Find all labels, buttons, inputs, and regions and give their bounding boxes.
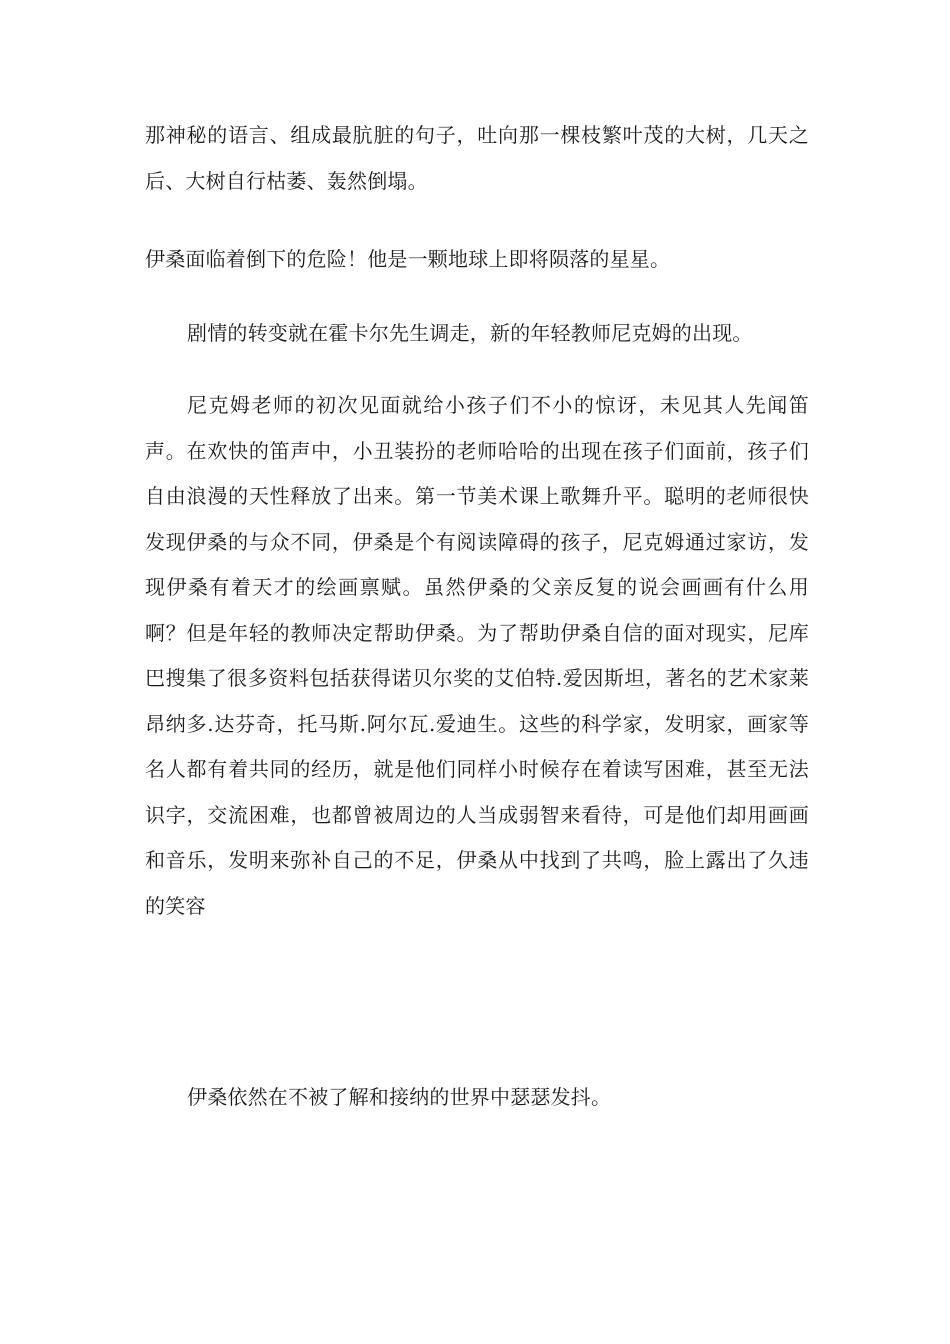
paragraph-4: 尼克姆老师的初次见面就给小孩子们不小的惊讶，未见其人先闻笛声。在欢快的笛声中，小丑装扮的老师哈哈的出现在孩子们面前，孩子们自由浪漫的天性释放了出来。第一节美术课上歌舞升平。聪明的老师很快发现伊桑的与众不同，伊桑是个有阅读障碍的孩子，尼克姆通过家访，发现伊桑有着天才的绘画禀赋。虽然伊桑的父亲反复的说会画画有什么用啊？但是年轻的教师决定帮助伊桑。为了帮助伊桑自信的面对现实，尼库巴搜集了很多资料包括获得诺贝尔奖的艾伯特.爱因斯坦，著名的艺术家莱昂纳多.达芬奇，托马斯.阿尔瓦.爱迪生。这些的科学家，发明家，画家等名人都有着共同的经历，就是他们同样小时候存在着读写困难，甚至无法识字，交流困难，也都曾被周边的人当成弱智来看待，可是他们却用画画和音乐，发明来弥补自己的不足，伊桑从中找到了共鸣，脸上露出了久违的笑容	[145, 393, 809, 918]
paragraph-1: 那神秘的语言、组成最肮脏的句子，吐向那一棵枝繁叶茂的大树，几天之后、大树自行枯萎、轰然倒塌。	[145, 123, 809, 193]
paragraph-3: 剧情的转变就在霍卡尔先生调走，新的年轻教师尼克姆的出现。	[187, 321, 753, 345]
paragraph-2: 伊桑面临着倒下的危险！他是一颗地球上即将陨落的星星。	[145, 247, 671, 271]
paragraph-5: 伊桑依然在不被了解和接纳的世界中瑟瑟发抖。	[187, 1085, 612, 1109]
